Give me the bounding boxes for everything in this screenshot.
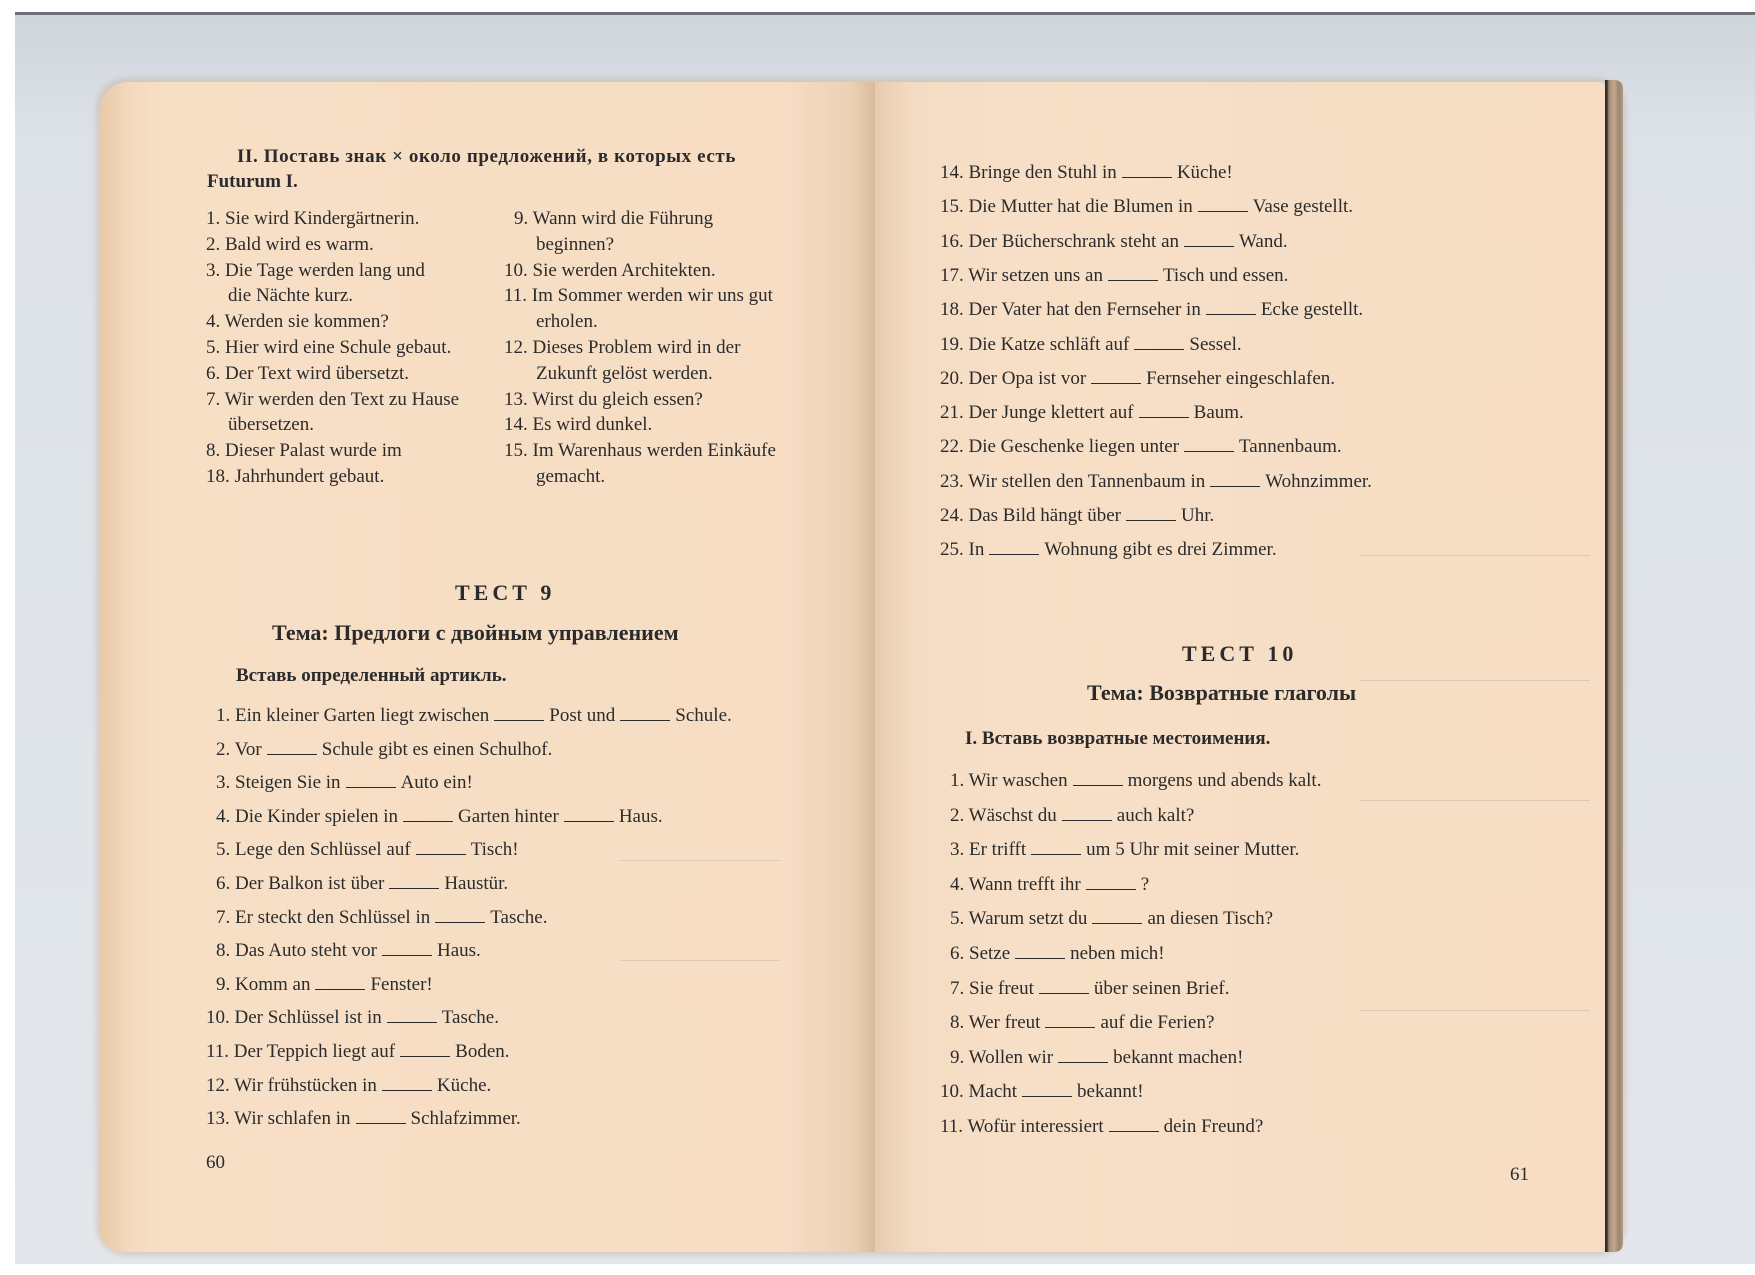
item-text: ? (1140, 873, 1150, 895)
exercise-item (216, 704, 732, 727)
exercise-item (206, 1006, 499, 1029)
list-item: 9. Wann wird die Führung (514, 208, 714, 229)
answer-blank[interactable] (989, 538, 1039, 555)
answer-blank[interactable] (346, 771, 396, 788)
answer-blank[interactable] (1058, 1046, 1108, 1063)
test-9-topic: Тема: Предлоги с двойным управлением (272, 620, 679, 645)
item-text: 11. Der Teppich liegt auf (206, 1041, 396, 1062)
item-text: Auto ein! (400, 772, 473, 794)
item-text: neben mich! (1070, 943, 1165, 964)
item-text: Boden. (455, 1041, 510, 1062)
item-text: morgens und abends kalt. (1127, 770, 1322, 791)
list-item: 1. Sie wird Kindergärtnerin. (206, 208, 420, 229)
item-text: um 5 Uhr mit seiner Mutter. (1086, 839, 1300, 861)
exercise-item (940, 470, 1372, 493)
item-text: 4. Die Kinder spielen in (216, 805, 399, 827)
exercise-item (940, 367, 1335, 390)
answer-blank[interactable] (387, 1006, 437, 1023)
list-item: Zukunft gelöst werden. (536, 362, 713, 384)
list-item: 14. Es wird dunkel. (504, 414, 653, 436)
exercise-item (206, 1040, 510, 1063)
item-text: Wand. (1239, 230, 1288, 252)
item-text: Küche. (436, 1074, 492, 1096)
list-item: 13. Wirst du gleich essen? (504, 388, 703, 410)
section-instruction: II. Поставь знак × около предложений, в которых есть (237, 146, 737, 167)
test-10-instruction: I. Вставь возвратные местоимения. (965, 728, 1271, 749)
item-text: 8. Wer freut (950, 1012, 1041, 1034)
right-page (875, 82, 1605, 1252)
exercise-item (940, 538, 1277, 561)
answer-blank[interactable] (1045, 1011, 1095, 1028)
item-text: 1. Wir waschen (950, 770, 1068, 791)
page-number-right: 61 (1510, 1164, 1529, 1185)
answer-blank[interactable] (1039, 977, 1089, 994)
show-through-line (1360, 555, 1590, 556)
item-text: auch kalt? (1116, 804, 1195, 826)
item-text: Küche! (1176, 162, 1233, 183)
item-text: Haus. (618, 805, 663, 827)
answer-blank[interactable] (564, 805, 614, 822)
item-text: 12. Wir frühstücken in (206, 1074, 377, 1096)
exercise-item (950, 873, 1149, 896)
item-text: Fernseher eingeschlafen. (1146, 367, 1336, 389)
exercise-item (940, 264, 1288, 287)
item-text: 4. Wann trefft ihr (950, 873, 1081, 895)
answer-blank[interactable] (1022, 1080, 1072, 1097)
exercise-item (216, 805, 663, 828)
answer-blank[interactable] (1109, 1115, 1159, 1132)
list-item: erholen. (536, 311, 598, 333)
item-text: 19. Die Katze schläft auf (940, 333, 1130, 355)
list-item: 18. Jahrhundert gebaut. (206, 466, 385, 487)
item-text: Schlafzimmer. (410, 1108, 521, 1130)
answer-blank[interactable] (382, 1074, 432, 1091)
item-text: Garten hinter (458, 805, 559, 827)
item-text: 21. Der Junge klettert auf (940, 402, 1134, 424)
item-text: 10. Der Schlüssel ist in (206, 1007, 382, 1029)
exercise-item (950, 804, 1194, 827)
list-item: 2. Bald wird es warm. (206, 233, 374, 255)
answer-blank[interactable] (1122, 161, 1172, 178)
item-text: Baum. (1193, 402, 1244, 424)
exercise-item (216, 872, 508, 895)
item-text: Schule gibt es einen Schulhof. (321, 738, 553, 760)
item-text: 1. Ein kleiner Garten liegt zwischen (216, 705, 490, 726)
show-through-line (620, 960, 780, 961)
exercise-item (950, 977, 1230, 1000)
list-item: 8. Dieser Palast wurde im (206, 440, 402, 462)
item-text: Uhr. (1181, 505, 1215, 526)
item-text: Vase gestellt. (1252, 196, 1354, 218)
item-text: Haustür. (444, 873, 509, 894)
item-text: Tisch und essen. (1162, 264, 1289, 286)
item-text: Fenster! (370, 973, 433, 995)
answer-blank[interactable] (416, 838, 466, 855)
item-text: 7. Er steckt den Schlüssel in (216, 906, 431, 928)
item-text: 11. Wofür interessiert (940, 1116, 1104, 1137)
test-10-title: ТЕСТ 10 (1182, 641, 1298, 666)
answer-blank[interactable] (620, 704, 670, 721)
item-text: Tisch! (470, 839, 519, 861)
item-text: 13. Wir schlafen in (206, 1108, 351, 1130)
item-text: 6. Setze (950, 943, 1011, 964)
exercise-item (206, 1107, 521, 1130)
item-text: 10. Macht (940, 1081, 1018, 1103)
answer-blank[interactable] (1184, 435, 1234, 452)
list-item: 10. Sie werden Architekten. (504, 259, 716, 281)
item-text: 5. Lege den Schlüssel auf (216, 839, 411, 861)
item-text: 7. Sie freut (950, 977, 1034, 999)
exercise-item (940, 230, 1288, 253)
item-text: 2. Wäschst du (950, 804, 1057, 826)
item-text: 5. Warum setzt du (950, 908, 1088, 930)
test-10-topic: Тема: Возвратные глаголы (1087, 680, 1357, 705)
item-text: 15. Die Mutter hat die Blumen in (940, 196, 1193, 218)
list-item: gemacht. (536, 466, 606, 487)
answer-blank[interactable] (1184, 230, 1234, 247)
list-item: 4. Werden sie kommen? (206, 311, 389, 333)
show-through-line (1360, 680, 1590, 681)
item-text: 6. Der Balkon ist über (216, 873, 385, 894)
exercise-item (216, 906, 547, 929)
list-item: 11. Im Sommer werden wir uns gut (504, 285, 773, 307)
answer-blank[interactable] (389, 872, 439, 889)
exercise-item (940, 1115, 1263, 1138)
item-text: Tasche. (490, 906, 548, 928)
exercise-item (216, 939, 481, 962)
item-text: über seinen Brief. (1093, 977, 1230, 999)
exercise-item (940, 504, 1214, 527)
exercise-item (940, 401, 1244, 424)
list-item: beginnen? (536, 233, 615, 255)
item-text: 2. Vor (216, 738, 262, 760)
item-text: Tannenbaum. (1239, 436, 1342, 458)
show-through-line (1360, 800, 1590, 801)
item-text: 9. Komm an (216, 973, 311, 995)
item-text: 3. Steigen Sie in (216, 772, 341, 794)
list-item: übersetzen. (228, 414, 314, 436)
answer-blank[interactable] (356, 1107, 406, 1124)
exercise-item (206, 1074, 491, 1097)
item-text: 20. Der Opa ist vor (940, 367, 1087, 389)
list-item: 12. Dieses Problem wird in der (504, 337, 741, 358)
exercise-item (216, 973, 433, 996)
list-item: die Nächte kurz. (228, 285, 354, 307)
exercise-item (216, 838, 519, 861)
show-through-line (1360, 1010, 1590, 1011)
book-edge (1605, 80, 1623, 1252)
list-item: 5. Hier wird eine Schule gebaut. (206, 337, 452, 358)
item-text: Wohnung gibt es drei Zimmer. (1044, 539, 1277, 561)
test-9-title: ТЕСТ 9 (455, 580, 556, 605)
answer-blank[interactable] (1206, 298, 1256, 315)
item-text: 25. In (940, 539, 985, 561)
exercise-item (940, 298, 1363, 321)
item-text: Tasche. (441, 1007, 499, 1029)
answer-blank[interactable] (494, 704, 544, 721)
item-text: 24. Das Bild hängt über (940, 505, 1122, 526)
item-text: 8. Das Auto steht vor (216, 940, 377, 962)
item-text: 18. Der Vater hat den Fernseher in (940, 299, 1201, 321)
answer-blank[interactable] (403, 805, 453, 822)
item-text: 16. Der Bücherschrank steht an (940, 230, 1180, 252)
exercise-item (216, 771, 473, 794)
item-text: 3. Er trifft (950, 839, 1027, 861)
answer-blank[interactable] (435, 906, 485, 923)
list-item: 6. Der Text wird übersetzt. (206, 362, 410, 384)
exercise-item (950, 769, 1321, 792)
item-text: 22. Die Geschenke liegen unter (940, 436, 1179, 458)
exercise-item (950, 838, 1299, 861)
show-through-line (620, 860, 780, 861)
test-9-instruction: Вставь определенный артикль. (236, 665, 507, 686)
item-text: bekannt machen! (1113, 1046, 1244, 1068)
item-text: Sessel. (1189, 333, 1242, 355)
exercise-item (940, 161, 1233, 184)
exercise-item (940, 435, 1342, 458)
answer-blank[interactable] (1126, 504, 1176, 521)
exercise-item (950, 942, 1165, 965)
section-instruction-cont: Futurum I. (207, 171, 298, 192)
answer-blank[interactable] (1139, 401, 1189, 418)
answer-blank[interactable] (315, 973, 365, 990)
item-text: Post und (549, 705, 616, 726)
answer-blank[interactable] (267, 738, 317, 755)
item-text: 23. Wir stellen den Tannenbaum in (940, 470, 1206, 492)
answer-blank[interactable] (1031, 838, 1081, 855)
answer-blank[interactable] (1015, 942, 1065, 959)
exercise-item (940, 195, 1353, 218)
page-number-left: 60 (206, 1152, 225, 1173)
item-text: Schule. (675, 705, 732, 726)
item-text: auf die Ferien? (1100, 1012, 1215, 1034)
item-text: an diesen Tisch? (1147, 908, 1274, 930)
item-text: dein Freund? (1163, 1116, 1264, 1137)
list-item: 3. Die Tage werden lang und (206, 259, 425, 281)
list-item: 7. Wir werden den Text zu Hause (206, 388, 460, 410)
item-text: Haus. (436, 940, 481, 962)
answer-blank[interactable] (1198, 195, 1248, 212)
item-text: 17. Wir setzen uns an (940, 264, 1103, 286)
answer-blank[interactable] (1073, 769, 1123, 786)
item-text: Wohnzimmer. (1265, 470, 1372, 492)
answer-blank[interactable] (1086, 873, 1136, 890)
exercise-item (950, 1046, 1243, 1069)
answer-blank[interactable] (1062, 804, 1112, 821)
answer-blank[interactable] (382, 939, 432, 956)
exercise-item (940, 333, 1242, 356)
exercise-item (216, 738, 552, 761)
answer-blank[interactable] (1091, 367, 1141, 384)
answer-blank[interactable] (1134, 333, 1184, 350)
item-text: Ecke gestellt. (1260, 299, 1364, 321)
answer-blank[interactable] (1108, 264, 1158, 281)
answer-blank[interactable] (400, 1040, 450, 1057)
answer-blank[interactable] (1092, 907, 1142, 924)
item-text: bekannt! (1077, 1081, 1144, 1103)
exercise-item (950, 1011, 1214, 1034)
list-item: 15. Im Warenhaus werden Einkäufe (504, 440, 776, 462)
item-text: 14. Bringe den Stuhl in (940, 162, 1117, 183)
answer-blank[interactable] (1210, 470, 1260, 487)
item-text: 9. Wollen wir (950, 1046, 1054, 1068)
exercise-item (940, 1080, 1144, 1103)
exercise-item (950, 907, 1273, 930)
